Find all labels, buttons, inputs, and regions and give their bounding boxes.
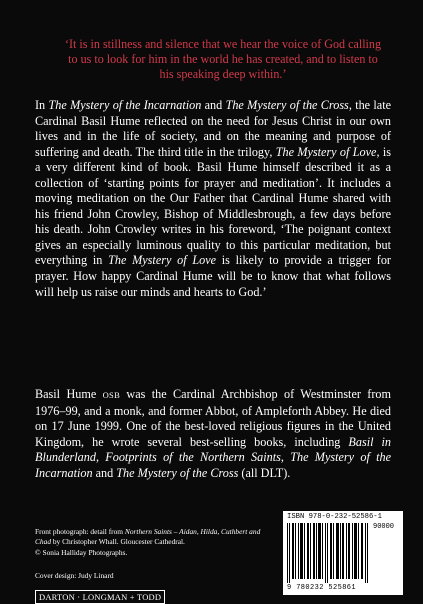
book-incarnation: The Mystery of the Incarnation	[35, 450, 392, 480]
book-footprints: Footprints of the Northern Saints	[105, 450, 281, 465]
isbn-label: ISBN 978-0-232-52586-1	[287, 513, 382, 521]
book-cross: The Mystery of the Cross	[116, 465, 239, 480]
book-blunderland: Basil in Blunderland	[35, 434, 391, 465]
intro-text-3: , the late Cardinal Basil Hume reflected on the need for Jesus Christ in our own lives and in the life of society, and on the meaning and purpose of suffering and death. The third title in the trilogy,	[35, 98, 392, 159]
intro-text-4: , is a very different kind of book. Basil Hume himself described it as a collection of ‘starting points for prayer and meditation’. It includes a moving meditation on the Our Father that Cardinal Hume shared with his friend John Crowley, Bishop of Middlesbrough, a few days before his death. John Crowley writes in his foreword, ‘The poignant context gives an especially luminous quality to this particular meditation, but everything in	[35, 144, 391, 268]
cover-design-credit: Cover design: Judy Linard	[35, 571, 114, 580]
title-love: The Mystery of Love	[275, 144, 377, 159]
bio-sep-2: ,	[280, 450, 291, 465]
bio-sep-1: ,	[95, 450, 106, 465]
bio-text-3: (all DLT).	[238, 465, 291, 480]
isbn-barcode-block	[283, 511, 403, 595]
bio-text-1: Basil Hume	[35, 387, 103, 401]
publisher-logo: DARTON · LONGMAN + TODD	[35, 590, 165, 604]
bio-sep-3: and	[92, 465, 117, 480]
bio-text-2: was the Cardinal Archbishop of Westminster from 1976–99, and a monk, and former Abbot, of Ampleforth Abbey. He died on 17 June 1999. One of the best-loved religious figures in the United Kingdom, he wrote several best-selling books, including	[35, 387, 391, 449]
credit-copyright: © Sonia Halliday Photographs.	[35, 547, 128, 557]
intro-text-1: In	[35, 98, 49, 112]
intro-text-5: is likely to provide a trigger for prayer. How happy Cardinal Hume will be to know that what follows will help us raise our minds and hearts to God.’	[35, 253, 391, 299]
photo-credit	[35, 527, 265, 558]
credit-artwork-title: Northern Saints – Aidan, Hilda, Cuthbert and Chad	[35, 527, 261, 547]
credit-text-2: by Christopher Whall. Gloucester Cathedral.	[51, 537, 185, 547]
author-bio	[35, 387, 391, 481]
intro-text-2: and	[201, 98, 226, 112]
description-paragraph	[35, 98, 391, 300]
osb-abbreviation: OSB	[102, 390, 121, 400]
barcode-digits: 9 780232 525861	[287, 584, 357, 592]
title-love-2: The Mystery of Love	[108, 253, 217, 268]
title-cross: The Mystery of the Cross	[225, 98, 349, 112]
title-incarnation: The Mystery of the Incarnation	[48, 98, 202, 112]
credit-text-1: Front photograph: detail from	[35, 527, 125, 536]
barcode-icon	[287, 523, 369, 583]
pull-quote: ‘It is in stillness and silence that we hear the voice of God calling to us to look for him in the world he has created, and to listen to his speaking deep within.’	[64, 37, 382, 82]
price-code: 90000	[373, 523, 395, 531]
